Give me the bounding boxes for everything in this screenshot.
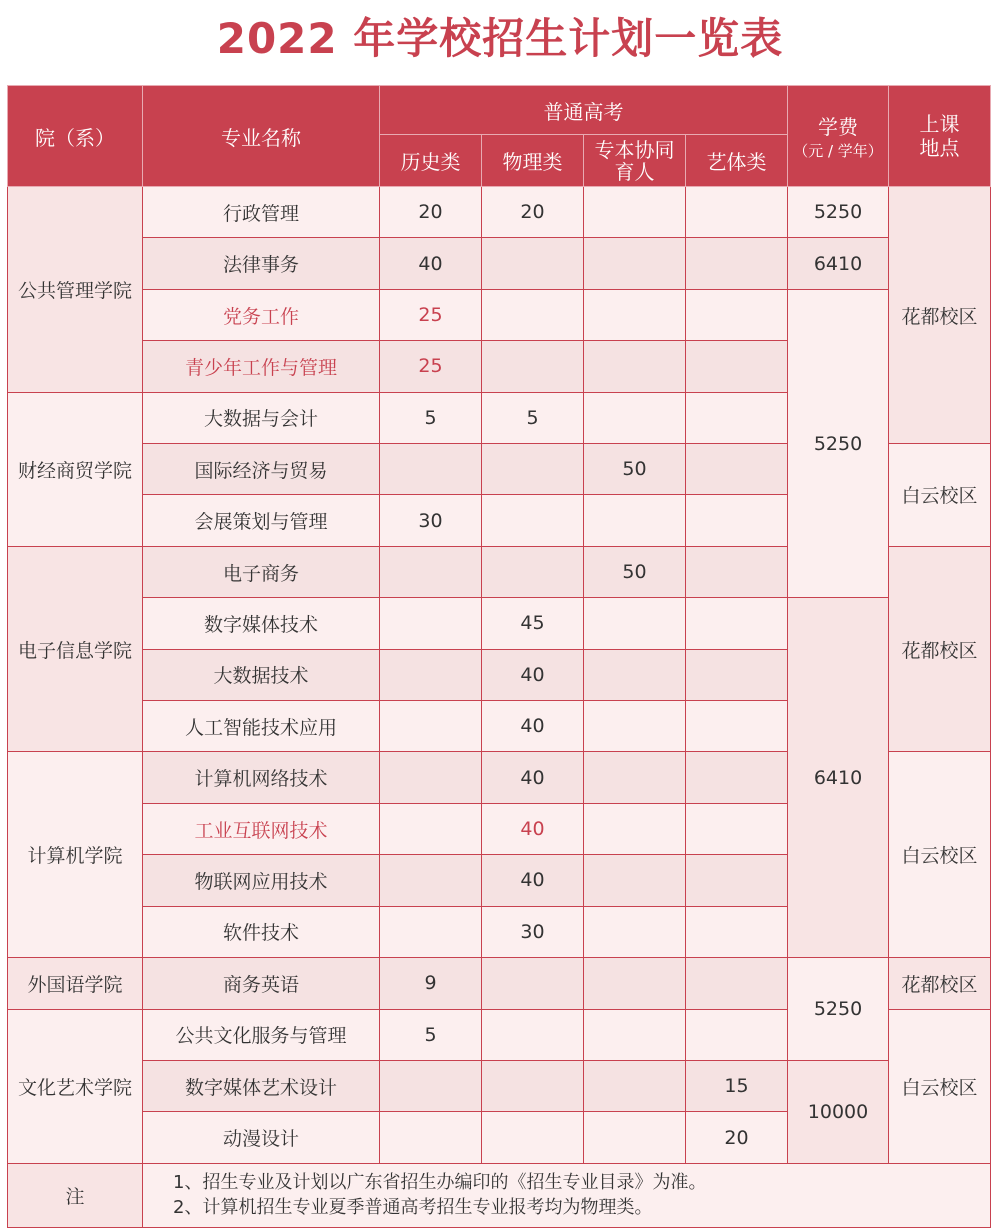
fee-cell: 5250 bbox=[788, 289, 889, 597]
note-row bbox=[8, 1163, 991, 1227]
header-joint: 专本协同育人 bbox=[584, 135, 686, 187]
history-cell bbox=[380, 855, 482, 906]
major-cell: 数字媒体艺术设计 bbox=[143, 1060, 380, 1111]
physics-cell bbox=[482, 444, 584, 495]
joint-cell bbox=[584, 649, 686, 700]
header-campus: 上课地点 bbox=[889, 86, 991, 187]
history-cell bbox=[380, 1112, 482, 1163]
history-cell bbox=[380, 803, 482, 854]
joint-cell bbox=[584, 906, 686, 957]
campus-cell: 花都校区 bbox=[889, 958, 991, 1009]
campus-cell: 白云校区 bbox=[889, 444, 991, 547]
physics-cell: 40 bbox=[482, 752, 584, 803]
history-cell: 20 bbox=[380, 187, 482, 238]
college-cell: 外国语学院 bbox=[8, 958, 143, 1009]
history-cell: 5 bbox=[380, 1009, 482, 1060]
physics-cell: 40 bbox=[482, 701, 584, 752]
physics-cell bbox=[482, 546, 584, 597]
joint-cell bbox=[584, 752, 686, 803]
fee-cell: 6410 bbox=[788, 238, 889, 289]
major-cell: 计算机网络技术 bbox=[143, 752, 380, 803]
physics-cell bbox=[482, 289, 584, 340]
table-row bbox=[8, 187, 991, 238]
art-cell bbox=[686, 187, 788, 238]
joint-cell: 50 bbox=[584, 546, 686, 597]
history-cell: 9 bbox=[380, 958, 482, 1009]
joint-cell bbox=[584, 958, 686, 1009]
history-cell: 25 bbox=[380, 341, 482, 392]
header-major: 专业名称 bbox=[143, 86, 380, 187]
major-cell: 动漫设计 bbox=[143, 1112, 380, 1163]
campus-cell: 白云校区 bbox=[889, 1009, 991, 1163]
history-cell bbox=[380, 701, 482, 752]
major-cell: 会展策划与管理 bbox=[143, 495, 380, 546]
physics-cell bbox=[482, 238, 584, 289]
header-fee bbox=[788, 86, 889, 187]
header-exam-group: 普通高考 bbox=[380, 86, 788, 135]
campus-cell: 花都校区 bbox=[889, 187, 991, 444]
physics-cell: 45 bbox=[482, 598, 584, 649]
major-cell: 电子商务 bbox=[143, 546, 380, 597]
major-cell: 数字媒体技术 bbox=[143, 598, 380, 649]
joint-cell bbox=[584, 341, 686, 392]
joint-cell bbox=[584, 701, 686, 752]
major-cell: 青少年工作与管理 bbox=[143, 341, 380, 392]
art-cell bbox=[686, 958, 788, 1009]
header-fee-unit: （元 / 学年） bbox=[793, 142, 883, 160]
note-line-1: 1、招生专业及计划以广东省招生办编印的《招生专业目录》为准。 bbox=[173, 1172, 707, 1194]
joint-cell bbox=[584, 1060, 686, 1111]
physics-cell bbox=[482, 341, 584, 392]
art-cell bbox=[686, 598, 788, 649]
joint-cell bbox=[584, 495, 686, 546]
major-cell: 行政管理 bbox=[143, 187, 380, 238]
header-fee-label: 学费 bbox=[818, 115, 858, 139]
history-cell: 5 bbox=[380, 392, 482, 443]
table-row bbox=[8, 958, 991, 1009]
art-cell bbox=[686, 1009, 788, 1060]
physics-cell bbox=[482, 958, 584, 1009]
art-cell: 15 bbox=[686, 1060, 788, 1111]
joint-cell bbox=[584, 598, 686, 649]
physics-cell bbox=[482, 1009, 584, 1060]
physics-cell bbox=[482, 1112, 584, 1163]
campus-cell: 花都校区 bbox=[889, 546, 991, 752]
joint-cell bbox=[584, 238, 686, 289]
art-cell bbox=[686, 546, 788, 597]
art-cell bbox=[686, 289, 788, 340]
art-cell bbox=[686, 341, 788, 392]
fee-cell: 6410 bbox=[788, 598, 889, 958]
note-label: 注 bbox=[8, 1163, 143, 1227]
table-row bbox=[8, 1060, 991, 1111]
art-cell bbox=[686, 752, 788, 803]
header-art: 艺体类 bbox=[686, 135, 788, 187]
college-cell: 文化艺术学院 bbox=[8, 1009, 143, 1163]
major-cell: 大数据与会计 bbox=[143, 392, 380, 443]
joint-cell bbox=[584, 392, 686, 443]
major-cell: 国际经济与贸易 bbox=[143, 444, 380, 495]
art-cell bbox=[686, 495, 788, 546]
joint-cell bbox=[584, 187, 686, 238]
college-cell: 电子信息学院 bbox=[8, 546, 143, 752]
campus-cell: 白云校区 bbox=[889, 752, 991, 958]
history-cell bbox=[380, 752, 482, 803]
art-cell bbox=[686, 238, 788, 289]
physics-cell: 40 bbox=[482, 855, 584, 906]
joint-cell bbox=[584, 1112, 686, 1163]
note-line-2: 2、计算机招生专业夏季普通高考招生专业报考均为物理类。 bbox=[173, 1197, 653, 1219]
major-cell: 物联网应用技术 bbox=[143, 855, 380, 906]
art-cell bbox=[686, 444, 788, 495]
note-text bbox=[143, 1163, 991, 1227]
joint-cell: 50 bbox=[584, 444, 686, 495]
college-cell: 公共管理学院 bbox=[8, 187, 143, 393]
art-cell bbox=[686, 803, 788, 854]
physics-cell: 5 bbox=[482, 392, 584, 443]
fee-cell: 5250 bbox=[788, 187, 889, 238]
enrollment-plan-table bbox=[7, 85, 991, 1228]
physics-cell: 30 bbox=[482, 906, 584, 957]
table-row bbox=[8, 598, 991, 649]
major-cell: 大数据技术 bbox=[143, 649, 380, 700]
fee-cell: 10000 bbox=[788, 1060, 889, 1163]
history-cell bbox=[380, 1060, 482, 1111]
joint-cell bbox=[584, 1009, 686, 1060]
physics-cell bbox=[482, 1060, 584, 1111]
physics-cell bbox=[482, 495, 584, 546]
major-cell: 软件技术 bbox=[143, 906, 380, 957]
table-row bbox=[8, 238, 991, 289]
table-row bbox=[8, 289, 991, 340]
art-cell: 20 bbox=[686, 1112, 788, 1163]
major-cell: 人工智能技术应用 bbox=[143, 701, 380, 752]
history-cell: 30 bbox=[380, 495, 482, 546]
art-cell bbox=[686, 649, 788, 700]
header-physics: 物理类 bbox=[482, 135, 584, 187]
history-cell bbox=[380, 906, 482, 957]
history-cell bbox=[380, 444, 482, 495]
college-cell: 计算机学院 bbox=[8, 752, 143, 958]
art-cell bbox=[686, 855, 788, 906]
header-history: 历史类 bbox=[380, 135, 482, 187]
major-cell: 商务英语 bbox=[143, 958, 380, 1009]
page-title: 2022 年学校招生计划一览表 bbox=[216, 14, 784, 63]
history-cell bbox=[380, 546, 482, 597]
major-cell: 法律事务 bbox=[143, 238, 380, 289]
art-cell bbox=[686, 906, 788, 957]
header-college: 院（系） bbox=[8, 86, 143, 187]
physics-cell: 40 bbox=[482, 649, 584, 700]
history-cell: 25 bbox=[380, 289, 482, 340]
joint-cell bbox=[584, 803, 686, 854]
college-cell: 财经商贸学院 bbox=[8, 392, 143, 546]
joint-cell bbox=[584, 855, 686, 906]
joint-cell bbox=[584, 289, 686, 340]
history-cell bbox=[380, 649, 482, 700]
physics-cell: 20 bbox=[482, 187, 584, 238]
history-cell: 40 bbox=[380, 238, 482, 289]
art-cell bbox=[686, 392, 788, 443]
history-cell bbox=[380, 598, 482, 649]
art-cell bbox=[686, 701, 788, 752]
physics-cell: 40 bbox=[482, 803, 584, 854]
major-cell: 公共文化服务与管理 bbox=[143, 1009, 380, 1060]
fee-cell: 5250 bbox=[788, 958, 889, 1061]
major-cell: 党务工作 bbox=[143, 289, 380, 340]
major-cell: 工业互联网技术 bbox=[143, 803, 380, 854]
